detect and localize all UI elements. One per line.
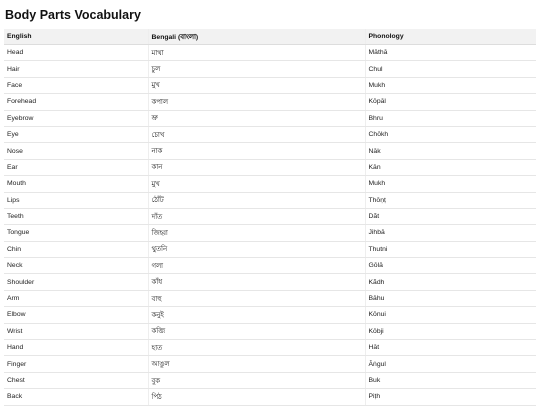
table-row — [4, 94, 536, 110]
phonology-cell: Kōpāl — [365, 94, 536, 110]
bengali-cell: কব্জি — [148, 323, 365, 339]
table-row — [4, 143, 536, 159]
english-cell: Neck — [4, 258, 148, 274]
english-cell: Shoulder — [4, 274, 148, 290]
phonology-cell: Jihbā — [365, 225, 536, 241]
bengali-cell: চুল — [148, 61, 365, 77]
phonology-cell: Thutni — [365, 241, 536, 257]
bengali-cell: পিঠ — [148, 389, 365, 405]
english-cell: Chin — [4, 241, 148, 257]
bengali-cell: মুখ — [148, 176, 365, 192]
bengali-cell: মাথা — [148, 45, 365, 61]
bengali-cell: কাঁধ — [148, 274, 365, 290]
phonology-cell: Māthā — [365, 45, 536, 61]
phonology-cell: Hāt — [365, 340, 536, 356]
table-row — [4, 45, 536, 61]
phonology-cell: Chul — [365, 61, 536, 77]
phonology-cell: Kān — [365, 159, 536, 175]
phonology-cell: Bāhu — [365, 290, 536, 306]
table-row — [4, 159, 536, 175]
english-cell: Elbow — [4, 307, 148, 323]
table-row — [4, 126, 536, 142]
phonology-cell: Piṭh — [365, 389, 536, 405]
bengali-cell: দাঁত — [148, 208, 365, 224]
table-body — [4, 45, 536, 406]
phonology-cell: Chōkh — [365, 126, 536, 142]
table-row — [4, 389, 536, 405]
bengali-cell: আঙুল — [148, 356, 365, 372]
table-row — [4, 176, 536, 192]
phonology-cell: Thōṇṭ — [365, 192, 536, 208]
phonology-cell: Āṅgul — [365, 356, 536, 372]
bengali-cell: বুক — [148, 372, 365, 388]
phonology-cell: Mukh — [365, 77, 536, 93]
phonology-cell: Nāk — [365, 143, 536, 159]
phonology-cell: Bhru — [365, 110, 536, 126]
table-row — [4, 208, 536, 224]
table-row — [4, 225, 536, 241]
phonology-cell: Kōnui — [365, 307, 536, 323]
table-row — [4, 241, 536, 257]
table-row — [4, 356, 536, 372]
column-header-phonology: Phonology — [365, 29, 536, 45]
bengali-cell: ভ্রু — [148, 110, 365, 126]
bengali-cell: বাহু — [148, 290, 365, 306]
english-cell: Teeth — [4, 208, 148, 224]
english-cell: Finger — [4, 356, 148, 372]
english-cell: Face — [4, 77, 148, 93]
english-cell: Back — [4, 389, 148, 405]
table-row — [4, 274, 536, 290]
table-row — [4, 340, 536, 356]
phonology-cell: Gōlā — [365, 258, 536, 274]
table-row — [4, 258, 536, 274]
bengali-cell: থুতনি — [148, 241, 365, 257]
column-header-bengali: Bengali (বাংলা) — [148, 29, 365, 45]
english-cell: Chest — [4, 372, 148, 388]
english-cell: Wrist — [4, 323, 148, 339]
english-cell: Mouth — [4, 176, 148, 192]
table-row — [4, 372, 536, 388]
bengali-cell: গলা — [148, 258, 365, 274]
english-cell: Eyebrow — [4, 110, 148, 126]
table-row — [4, 323, 536, 339]
bengali-cell: নাক — [148, 143, 365, 159]
english-cell: Nose — [4, 143, 148, 159]
bengali-cell: চোখ — [148, 126, 365, 142]
table-row — [4, 307, 536, 323]
table-row — [4, 61, 536, 77]
table-row — [4, 290, 536, 306]
bengali-cell: কান — [148, 159, 365, 175]
header-row — [4, 29, 536, 45]
bengali-cell: কনুই — [148, 307, 365, 323]
bengali-cell: কপাল — [148, 94, 365, 110]
column-header-english: English — [4, 29, 148, 45]
english-cell: Lips — [4, 192, 148, 208]
bengali-cell: মুখ — [148, 77, 365, 93]
phonology-cell: Kãdh — [365, 274, 536, 290]
table-row — [4, 192, 536, 208]
page-title: Body Parts Vocabulary — [5, 8, 141, 22]
bengali-cell: হাত — [148, 340, 365, 356]
english-cell: Hand — [4, 340, 148, 356]
english-cell: Hair — [4, 61, 148, 77]
english-cell: Eye — [4, 126, 148, 142]
table-row — [4, 110, 536, 126]
phonology-cell: Mukh — [365, 176, 536, 192]
table-row — [4, 77, 536, 93]
bengali-cell: ঠোঁট — [148, 192, 365, 208]
english-cell: Arm — [4, 290, 148, 306]
phonology-cell: Buk — [365, 372, 536, 388]
english-cell: Forehead — [4, 94, 148, 110]
phonology-cell: Kōbji — [365, 323, 536, 339]
bengali-cell: জিহ্বা — [148, 225, 365, 241]
vocabulary-table — [4, 29, 536, 406]
english-cell: Ear — [4, 159, 148, 175]
english-cell: Tongue — [4, 225, 148, 241]
phonology-cell: Dãt — [365, 208, 536, 224]
english-cell: Head — [4, 45, 148, 61]
